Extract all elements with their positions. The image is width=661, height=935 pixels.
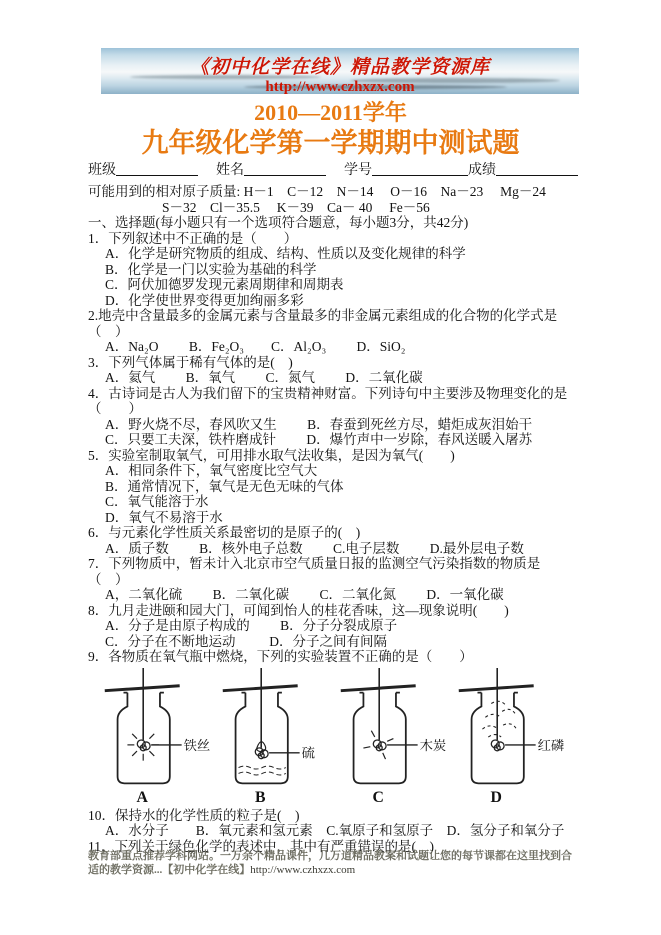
question-8-line-2: C．分子在不断地运动 D．分子之间有间隔	[105, 633, 388, 649]
burning-substance	[137, 739, 150, 750]
question-10	[88, 808, 582, 839]
student-info-line	[88, 159, 588, 179]
question-2-line-1: （ ）	[88, 323, 129, 339]
question-6-line-1: A．质子数 B．核外电子总数 C.电子层数 D.最外层电子数	[105, 540, 524, 556]
question-1-line-4: D．化学使世界变得更加绚丽多彩	[105, 292, 304, 308]
class-blank	[116, 161, 198, 176]
question-4	[88, 386, 582, 448]
footer-url[interactable]: http://www.czhxzx.com	[250, 864, 356, 876]
jar-substance-label: 木炭	[419, 737, 447, 753]
question-1-line-2: B．化学是一门以实验为基础的科学	[105, 261, 317, 277]
questions-part-2	[88, 808, 582, 855]
gas-jar-a	[98, 668, 216, 806]
exam-title: 九年级化学第一学期期中测试题	[141, 128, 520, 158]
question-8-text: 8．九月走进颐和园大门，可闻到怡人的桂花香味，这—现象说明( )	[88, 602, 509, 618]
question-3-line-1: A．氦气 B．氧气 C．氮气 D．二氧化碳	[105, 370, 423, 385]
question-4-line-3: C．只要工夫深，铁杵磨成针 D．爆竹声中一岁除，春风送暖入屠苏	[105, 432, 533, 447]
question-6-text: 6．与元素化学性质关系最密切的是原子的( )	[88, 525, 361, 540]
question-2-line-2: A．Na₂O B．Fe₂O₃ C．Al₂O₃ D．SiO₂	[105, 339, 406, 354]
score-blank	[496, 161, 578, 176]
jar-letter: A	[136, 788, 148, 806]
question-7-line-2: A，二氧化硫 B．二氧化碳 C．二氧化氮 D．一氧化碳	[105, 587, 504, 602]
question-5-line-1: A．相同条件下，氧气密度比空气大	[105, 463, 318, 478]
question-9	[88, 649, 582, 665]
combustion-diagram	[98, 668, 582, 806]
question-7-line-1: （ ）	[88, 571, 129, 587]
gas-jar-b	[216, 668, 334, 806]
jar-letter: D	[490, 788, 502, 806]
question-5-line-4: D．氧气不易溶于水	[105, 509, 223, 525]
question-9-text: 9．各物质在氧气瓶中燃烧，下列的实验装置不正确的是（ ）	[88, 649, 473, 664]
question-6	[88, 525, 582, 556]
glass-plate-lid	[459, 685, 534, 690]
student-id-label: 学号	[344, 163, 372, 178]
class-label: 班级	[88, 163, 116, 178]
question-5	[88, 448, 582, 526]
jar-letter: B	[254, 788, 266, 806]
banner-site-title: 《初中化学在线》精品教学资源库	[189, 57, 490, 78]
jar-substance-label: 铁丝	[183, 737, 211, 753]
glass-plate-lid	[223, 685, 298, 690]
atomic-mass-line-2: S－32 Cl－35.5 K－39 Ca－ 40 Fe－56	[162, 199, 430, 215]
question-8-line-1: A．分子是由原子构成的 B．分子分裂成原子	[105, 618, 398, 633]
question-1-line-3: C．阿伏加德罗发现元素周期律和周期表	[105, 277, 344, 292]
site-banner[interactable]	[101, 48, 579, 94]
name-label: 姓名	[216, 163, 244, 178]
question-4-text: 4．古诗词是古人为我们留下的宝贵精神财富。下列诗句中主要涉及物理变化的是	[88, 385, 568, 401]
glass-plate-lid	[105, 685, 180, 690]
student-id-blank	[372, 161, 468, 176]
burning-substance	[373, 739, 386, 750]
question-5-line-2: B．通常情况下，氧气是无色无味的气体	[105, 478, 344, 494]
question-7	[88, 556, 582, 603]
question-10-line-1: A．水分子 B．氧元素和氢元素 C.氧原子和氢原子 D．氢分子和氧分子	[105, 823, 565, 838]
question-3-text: 3．下列气体属于稀有气体的是( )	[88, 354, 293, 370]
jar-substance-label: 红磷	[537, 737, 565, 753]
questions-part-1	[88, 231, 582, 665]
question-5-line-3: C．氧气能溶于水	[105, 494, 209, 509]
question-4-line-1: （ ）	[88, 401, 142, 416]
question-1	[88, 231, 582, 309]
gas-jar-c	[334, 668, 452, 806]
exam-body	[88, 184, 582, 854]
name-blank	[244, 161, 326, 176]
question-4-line-2: A．野火烧不尽，春风吹又生 B．春蚕到死丝方尽，蜡炬成灰泪始干	[105, 416, 533, 432]
glass-plate-lid	[341, 685, 416, 690]
gas-jar-d	[452, 668, 570, 806]
question-8	[88, 603, 582, 650]
atomic-mass-line-1: 可能用到的相对原子质量: H－1 C－12 N－14 O－16 Na－23 Mg－24	[88, 184, 546, 199]
score-label: 成绩	[468, 163, 496, 178]
question-1-text: 1．下列叙述中不正确的是（ ）	[88, 230, 298, 246]
footer-text: 教育部重点推荐学科网站。一万余个精品课件，几万道精品教案和试题让您的每节课都在这里找到合适的教学资源...【初中化学在线】	[88, 850, 572, 876]
question-2-text: 2.地壳中含量最多的金属元素与含量最多的非金属元素组成的化合物的化学式是	[88, 308, 558, 323]
banner-site-url[interactable]: http://www.czhxzx.com	[265, 79, 415, 94]
question-11-text: 11．下列关于绿色化学的表述中，其中有严重错误的是( )	[88, 838, 434, 854]
footer-note	[88, 849, 582, 877]
jar-letter: C	[372, 788, 384, 806]
question-5-text: 5．实验室制取氧气，可用排水取气法收集，是因为氧气( )	[88, 447, 455, 463]
jar-substance-label: 硫	[301, 745, 315, 761]
exam-year-title: 2010—2011学年	[254, 100, 407, 125]
question-3	[88, 355, 582, 386]
question-7-text: 7．下列物质中，暂未计入北京市空气质量日报的监测空气污染指数的物质是	[88, 556, 541, 571]
question-10-text: 10．保持水的化学性质的粒子是( )	[88, 807, 300, 823]
question-2	[88, 308, 582, 355]
burning-substance	[491, 739, 504, 750]
section-heading: 一、选择题(每小题只有一个选项符合题意，每小题3分，共42分)	[88, 215, 469, 230]
question-1-line-1: A．化学是研究物质的组成、结构、性质以及变化规律的科学	[105, 246, 466, 261]
